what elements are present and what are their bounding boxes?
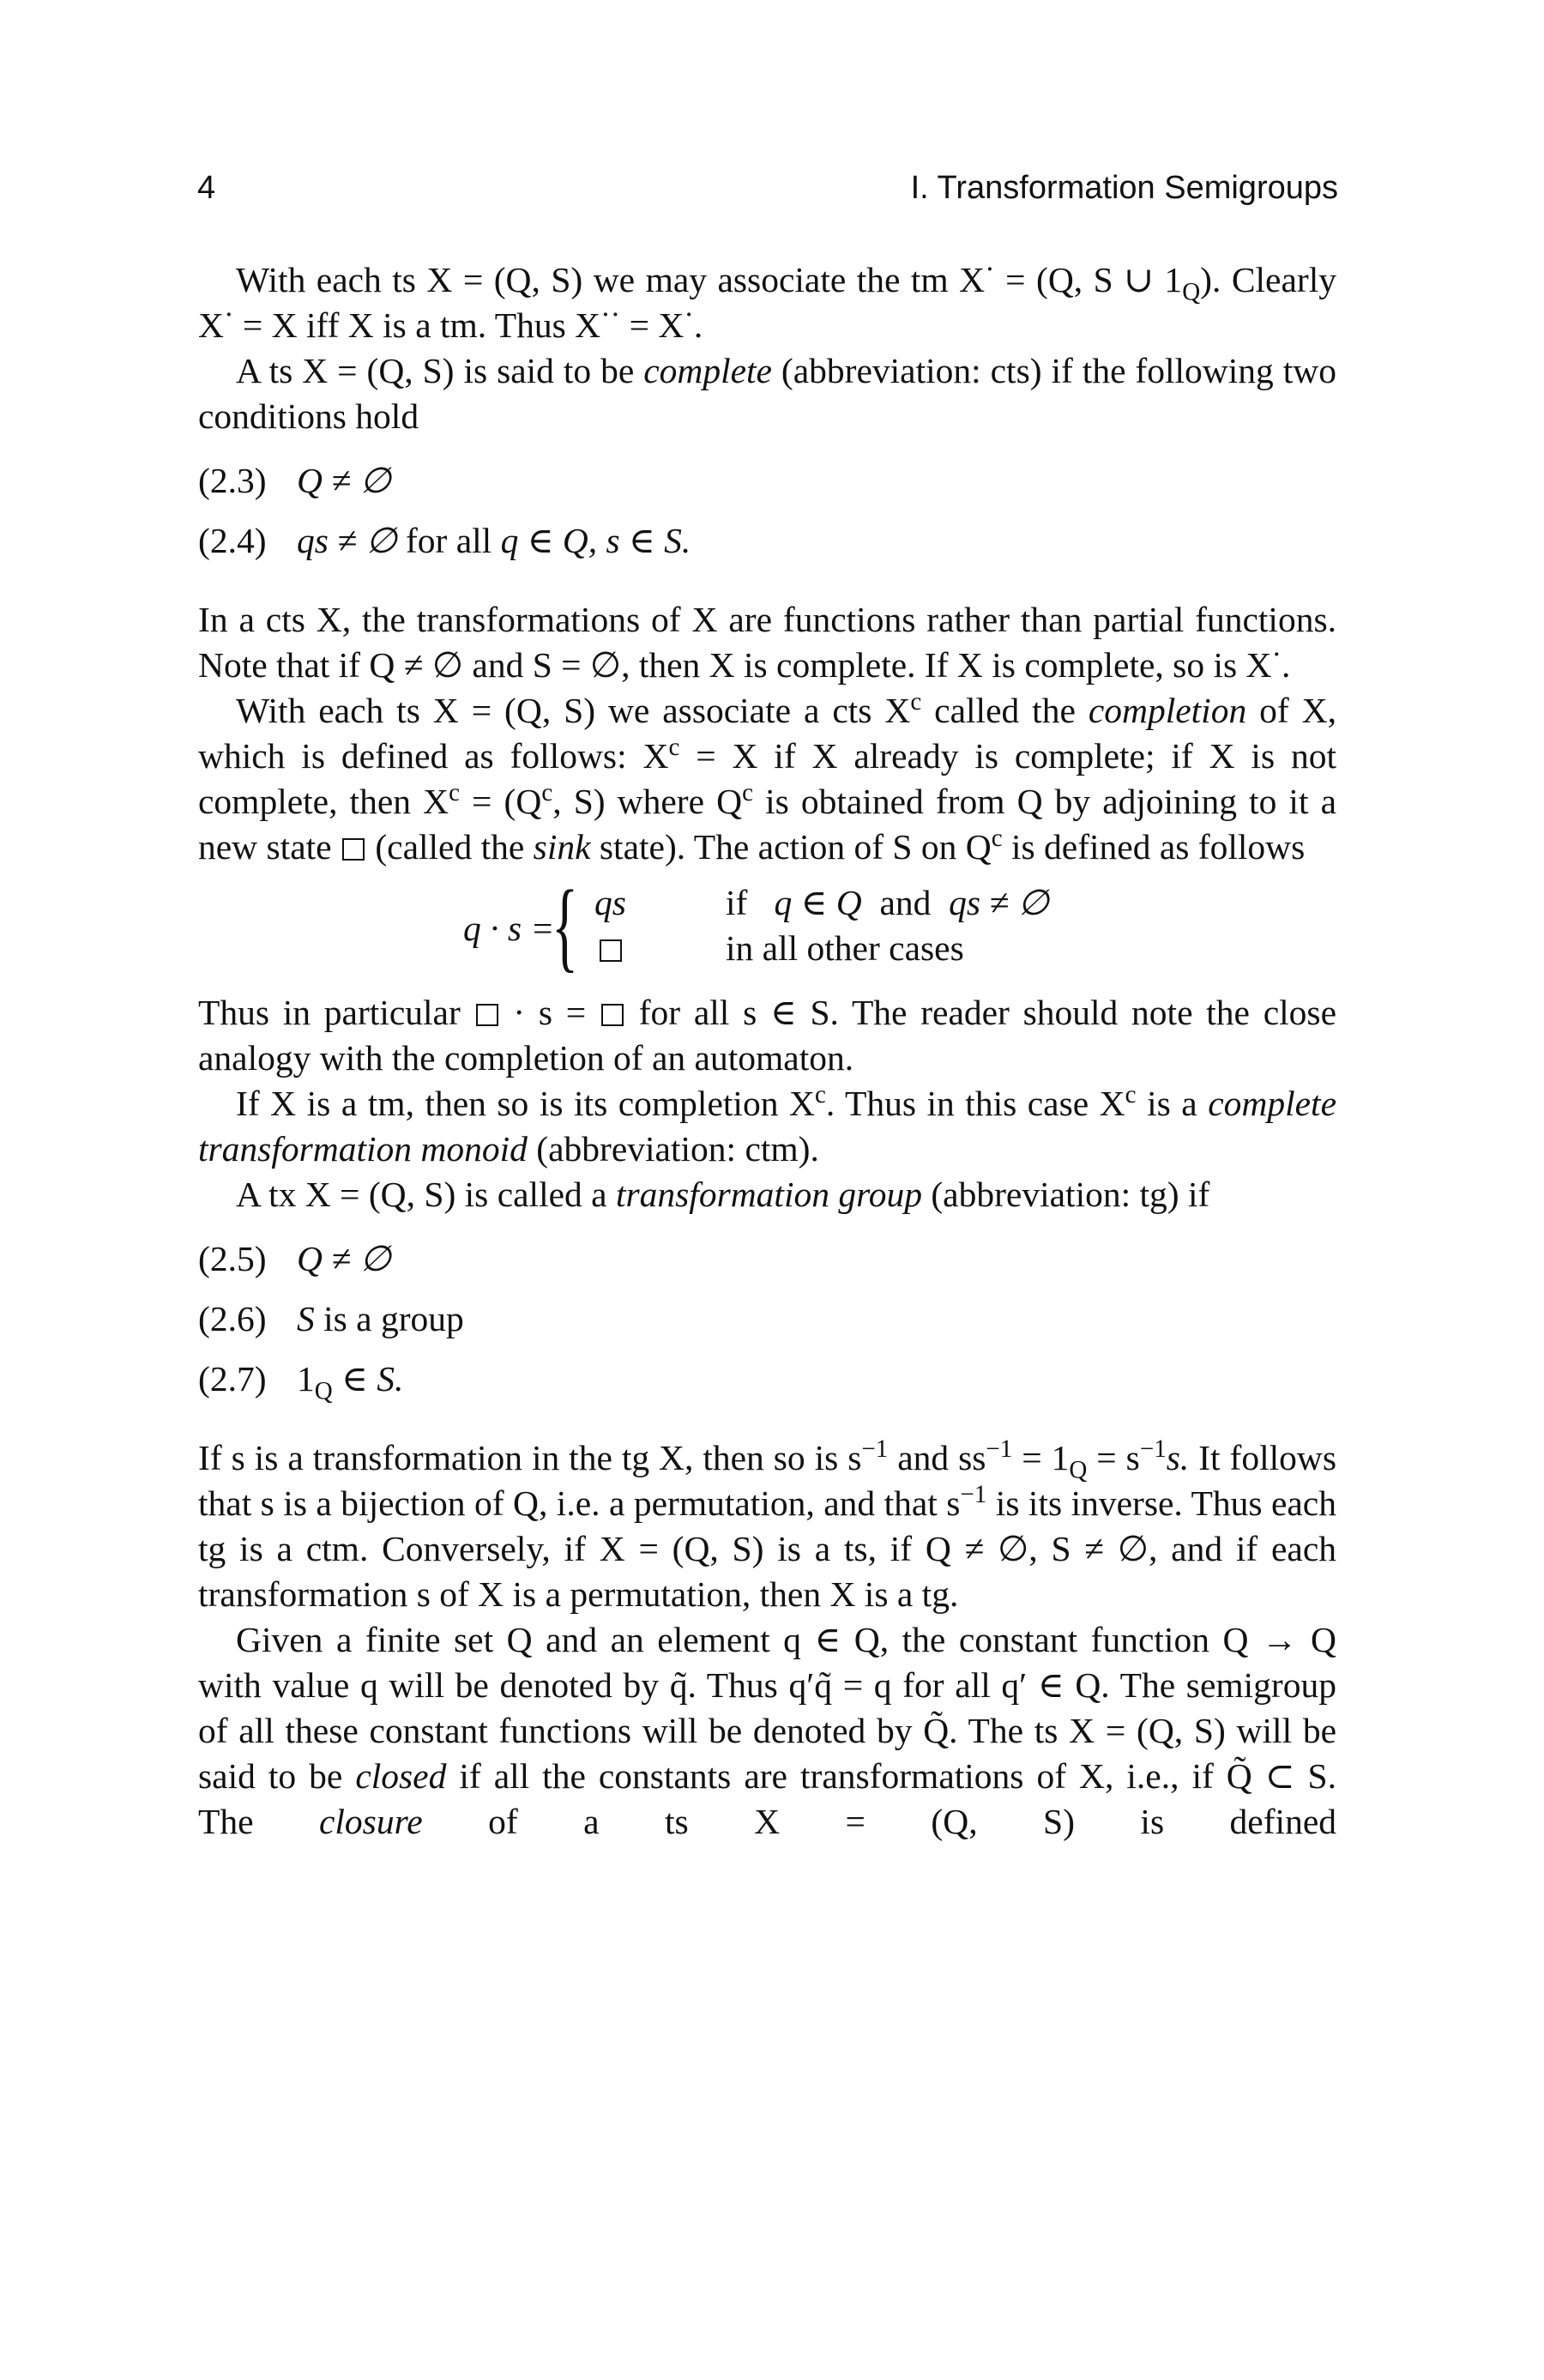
running-title: I. Transformation Semigroups [910, 170, 1338, 206]
paragraph-constant-functions: Given a finite set Q and an element q ∈ Q, the constant function Q → Q with value q will be denoted by q̃. Thus q′q̃ = q for all q′ ∈ Q. The semigroup of all these constant functions will be denoted by Q̃. The ts X = (Q, S) will be said to be closed if all the constants are transformations of X, i.e., if Q̃ ⊂ S. The closure of a ts X = (Q, S) is defined [198, 1620, 1336, 1841]
paragraph-associate-tm: With each ts X = (Q, S) we may associate the tm X· = (Q, S ∪ $1_Q$). Clearly X· = X iff X is a tm. Thus X·· = X·. [198, 253, 1336, 345]
paragraph-ctm: If X is a tm, then so is its completion $X^c$. Thus in this case $X^c$ is a complete transformation monoid (abbreviation: ctm). [198, 1081, 1336, 1169]
equation-2-7 [198, 1356, 1336, 1417]
equation-2-3 [198, 458, 1336, 518]
case-1-condition: if q ∈ Q and qs ≠ ∅ [726, 883, 1049, 922]
display-lhs: q · s = [463, 909, 555, 948]
paragraph-completion-definition: With each ts X = (Q, S) we associate a cts $X^c$ called the completion of X, which is defined as follows: $X^c = X$ if X already is complete; if X is not complete, then $X^c = (Q^c$, S) where $Q^c$ is obtained from Q by adjoining to it a new state (called the sink state). The action of S on $Q^c$ is defined as follows [198, 688, 1336, 867]
conditions-list-group [198, 1236, 1336, 1417]
term-complete-transformation-monoid: complete transformation monoid [198, 1084, 1336, 1169]
paragraph-tg-definition: A tx X = (Q, S) is called a transformation group (abbreviation: tg) if [236, 1175, 1210, 1214]
term-completion: completion [1088, 691, 1247, 730]
sink-state-square-icon [600, 939, 622, 962]
term-closed: closed [355, 1756, 447, 1796]
equation-body: Q ≠ ∅ [297, 1239, 391, 1278]
equation-tag: (2.5) [198, 1239, 267, 1278]
case-1-value: qs [594, 883, 626, 922]
term-sink: sink [533, 827, 591, 867]
case-2-value [598, 926, 624, 971]
sink-state-square-icon [342, 838, 365, 861]
page-number: 4 [197, 170, 216, 206]
page-body [198, 253, 1336, 1845]
paragraph-tg-bijection: If s is a transformation in the tg X, then so is $s^{-1}$ and $ss^{-1} = 1_Q = s^{-1}s$. It follows that s is a bijection of Q, i.e. a permutation, and that $s^{-1}$ is its inverse. Thus each tg is a ctm. Conversely, if X = (Q, S) is a ts, if Q ≠ ∅, S ≠ ∅, and if each transformation s of X is a permutation, then X is a tg. [198, 1435, 1336, 1614]
left-brace-icon: { [552, 869, 579, 982]
paragraph-cts-functions: In a cts X, the transformations of X are functions rather than partial functions. Note that if Q ≠ ∅ and S = ∅, then X is complete. If X is complete, so is X·. [198, 600, 1336, 685]
display-equation-action [198, 869, 1336, 982]
sink-state-square-icon [476, 1004, 498, 1026]
equation-body: qs ≠ ∅ for all q ∈ Q, s ∈ S. [297, 521, 691, 560]
paragraph-complete-definition: A ts X = (Q, S) is said to be complete (abbreviation: cts) if the following two conditions hold [198, 351, 1336, 436]
term-complete: complete [643, 351, 772, 390]
page-header [197, 170, 1338, 221]
equation-tag: (2.3) [198, 461, 267, 500]
dot-superscript: · [985, 253, 995, 287]
equation-tag: (2.6) [198, 1299, 267, 1338]
term-closure: closure [318, 1802, 423, 1841]
paragraph-sink-action: Thus in particular · s = for all s ∈ S. The reader should note the close analogy with the completion of an automaton. [198, 993, 1336, 1078]
equation-tag: (2.4) [198, 521, 267, 560]
equation-2-6 [198, 1296, 1336, 1356]
term-transformation-group: transformation group [615, 1175, 922, 1214]
case-2-condition: in all other cases [726, 928, 964, 968]
equation-body: $1_Q$ ∈ S. [297, 1359, 404, 1405]
equation-body: S is a group [297, 1299, 464, 1338]
equation-2-5 [198, 1236, 1336, 1296]
equation-2-4 [198, 518, 1336, 578]
equation-tag: (2.7) [198, 1359, 267, 1398]
sink-state-square-icon [601, 1004, 624, 1026]
equation-body: Q ≠ ∅ [297, 461, 391, 500]
conditions-list-complete [198, 458, 1336, 578]
